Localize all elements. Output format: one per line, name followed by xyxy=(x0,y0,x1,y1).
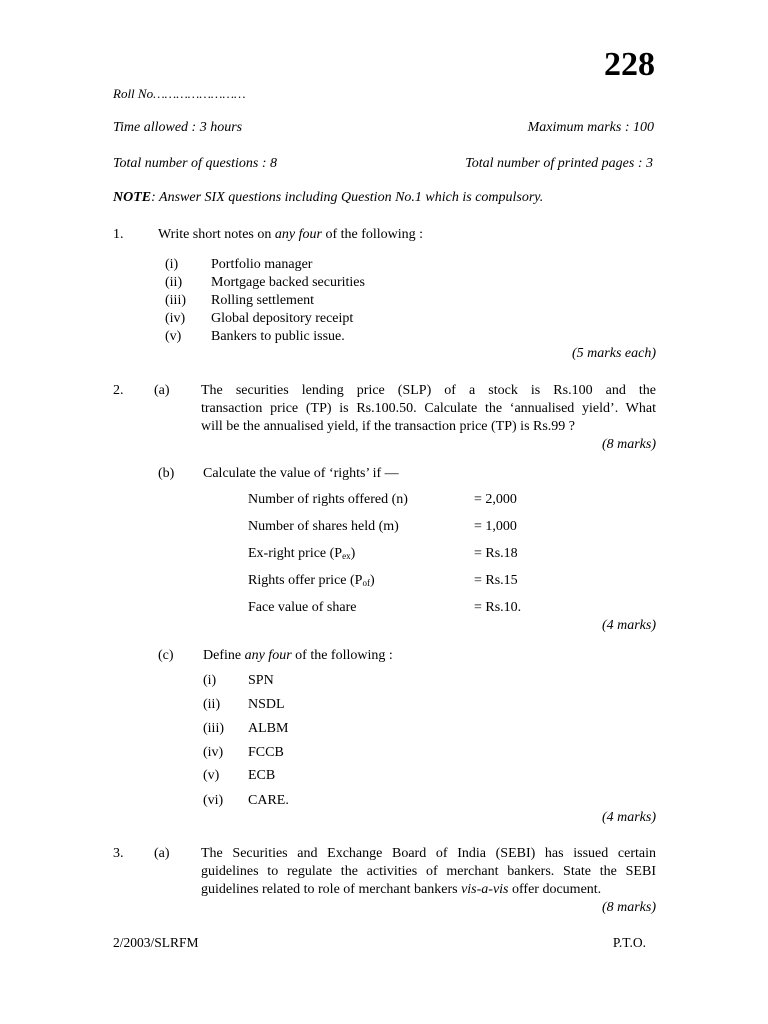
q2c-item-text: FCCB xyxy=(248,745,284,760)
q1-item-number: (iv) xyxy=(165,311,186,326)
q3a-line-3 xyxy=(201,881,656,899)
rights-row-subscript: ex xyxy=(342,551,351,561)
q2c-item-number: (i) xyxy=(203,673,217,688)
rights-row-close-paren: ) xyxy=(350,546,356,561)
rights-row-close-paren: ) xyxy=(369,573,375,588)
total-questions: Total number of questions : 8 xyxy=(113,156,277,171)
rights-row-value: = Rs.18 xyxy=(474,546,518,561)
rights-row-label-text: Rights offer price (P xyxy=(248,573,363,588)
rights-row-label-text: Number of shares held (m) xyxy=(248,519,399,534)
q2c-label: (c) xyxy=(158,648,174,663)
q1-item-number: (i) xyxy=(165,257,179,272)
q2c-item-text: ALBM xyxy=(248,721,289,736)
q2c-intro-emphasis: any four xyxy=(244,648,292,663)
q2a-line-3: will be the annualised yield, if the transaction price (TP) is Rs.99 ? xyxy=(201,419,576,434)
q2a-marks: (8 marks) xyxy=(601,437,656,452)
q1-marks: (5 marks each) xyxy=(572,346,656,361)
q2c-item-text: SPN xyxy=(248,673,274,688)
q2c-item-text: CARE. xyxy=(248,793,289,808)
rights-row-label xyxy=(248,519,399,535)
q1-intro-post: of the following : xyxy=(321,227,424,242)
q1-intro xyxy=(158,227,423,243)
q1-item-text: Global depository receipt xyxy=(211,311,354,326)
q3a-line-3-pre: guidelines related to role of merchant bankers xyxy=(201,882,462,897)
paper-code: 228 xyxy=(604,46,655,83)
q2a-line-2: transaction price (TP) is Rs.100.50. Calculate the ‘annualised yield’. What xyxy=(201,401,656,416)
rights-row-value: = Rs.10. xyxy=(474,600,522,615)
q2b-intro: Calculate the value of ‘rights’ if — xyxy=(203,466,399,481)
rights-row-value: = 1,000 xyxy=(474,519,517,534)
q2-number: 2. xyxy=(113,383,124,398)
footer-pto: P.T.O. xyxy=(612,935,646,950)
q2b-label: (b) xyxy=(158,466,175,481)
q2c-marks: (4 marks) xyxy=(601,810,656,825)
maximum-marks: Maximum marks : 100 xyxy=(527,120,654,135)
q3a-line-1: The Securities and Exchange Board of India (SEBI) has issued certain xyxy=(201,846,656,861)
q3-number: 3. xyxy=(113,846,124,861)
q1-item-number: (v) xyxy=(165,329,182,344)
q3a-marks: (8 marks) xyxy=(601,900,656,915)
note xyxy=(113,190,543,206)
q2c-intro xyxy=(203,648,393,664)
q2c-item-number: (ii) xyxy=(203,697,221,712)
q2c-item-number: (iv) xyxy=(203,745,224,760)
roll-no: Roll No…………………… xyxy=(113,86,246,101)
q3a-line-3-post: offer document. xyxy=(508,882,602,897)
q2c-intro-post: of the following : xyxy=(291,648,393,663)
q1-item-text: Portfolio manager xyxy=(211,257,313,272)
q1-item-number: (iii) xyxy=(165,293,186,308)
q2c-item-number: (v) xyxy=(203,768,220,783)
note-label: NOTE xyxy=(113,190,152,205)
q1-intro-emphasis: any four xyxy=(274,227,322,242)
q2b-marks: (4 marks) xyxy=(601,618,656,633)
time-allowed: Time allowed : 3 hours xyxy=(113,120,243,135)
rights-row-label xyxy=(248,546,355,562)
q1-item-text: Bankers to public issue. xyxy=(211,329,345,344)
q1-item-text: Mortgage backed securities xyxy=(211,275,365,290)
total-pages: Total number of printed pages : 3 xyxy=(465,156,653,171)
rights-row-value: = Rs.15 xyxy=(474,573,518,588)
q2a-label: (a) xyxy=(154,383,170,398)
q2c-item-number: (vi) xyxy=(203,793,224,808)
q1-number: 1. xyxy=(113,227,124,242)
rights-row-label-text: Ex-right price (P xyxy=(248,546,343,561)
note-text: : Answer SIX questions including Question No.1 which is compulsory. xyxy=(151,190,544,205)
rights-row-subscript: of xyxy=(362,578,370,588)
q3a-line-3-emphasis: vis-a-vis xyxy=(461,882,509,897)
q2c-intro-pre: Define xyxy=(203,648,245,663)
rights-row-label xyxy=(248,492,408,508)
q2c-item-text: NSDL xyxy=(248,697,285,712)
q3a-line-2: guidelines to regulate the activities of merchant bankers. State the SEBI xyxy=(201,864,656,879)
q1-intro-pre: Write short notes on xyxy=(158,227,275,242)
q2a-line-1: The securities lending price (SLP) of a stock is Rs.100 and the xyxy=(201,383,656,398)
q3a-text xyxy=(201,845,656,899)
q2c-item-number: (iii) xyxy=(203,721,224,736)
q1-item-number: (ii) xyxy=(165,275,183,290)
rights-row-label-text: Face value of share xyxy=(248,600,357,615)
q3a-label: (a) xyxy=(154,846,170,861)
q2c-item-text: ECB xyxy=(248,768,276,783)
footer-code: 2/2003/SLRFM xyxy=(113,935,199,950)
q2a-text xyxy=(201,382,656,436)
rights-row-label-text: Number of rights offered (n) xyxy=(248,492,408,507)
rights-row-label xyxy=(248,600,356,616)
rights-row-label xyxy=(248,573,375,589)
q1-item-text: Rolling settlement xyxy=(211,293,315,308)
rights-row-value: = 2,000 xyxy=(474,492,517,507)
